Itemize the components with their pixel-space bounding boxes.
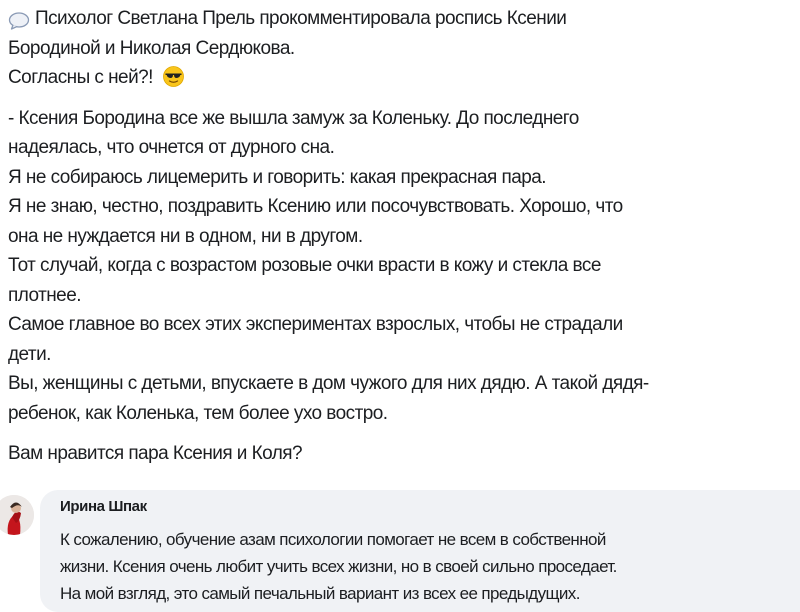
quote-line: Я не знаю, честно, поздравить Ксению или посочувствовать. Хорошо, что xyxy=(8,196,623,217)
post-intro-line-1 xyxy=(8,4,792,34)
speech-bubble-icon xyxy=(8,10,30,28)
comment-line: На мой взгляд, это самый печальный вариант из всех ее предыдущих. xyxy=(60,584,580,603)
comment-line: К сожалению, обучение азам психологии помогает не всем в собственной xyxy=(60,530,606,549)
quote-line: дети. xyxy=(8,343,51,365)
quote-line: надеялась, что очнется от дурного сна. xyxy=(8,137,335,158)
quote-line: она не нуждается ни в одном, ни в другом. xyxy=(8,225,363,247)
post-intro-text-1: Психолог Светлана Прель прокомментировала роспись Ксении xyxy=(35,8,567,29)
quote-line: плотнее. xyxy=(8,284,81,306)
avatar[interactable] xyxy=(0,495,34,535)
sunglasses-emoji-icon xyxy=(163,66,184,87)
comment-line: жизни. Ксения очень любит учить всех жизни, но в своей сильно проседает. xyxy=(60,557,617,576)
post-intro-text-3: Согласны с ней?! xyxy=(8,67,153,88)
post-quote xyxy=(8,104,792,429)
comment-author[interactable]: Ирина Шпак xyxy=(60,498,147,515)
comment-text xyxy=(60,526,617,607)
post-intro-line-2: Бородиной и Николая Сердюкова. xyxy=(8,37,295,59)
quote-line: Самое главное во всех этих экспериментах взрослых, чтобы не страдали xyxy=(8,314,623,335)
comment-bubble xyxy=(40,490,800,612)
post xyxy=(8,4,792,469)
quote-line: Тот случай, когда с возрастом розовые очки врасти в кожу и стекла все xyxy=(8,255,601,276)
quote-line: ребенок, как Коленька, тем более ухо востро. xyxy=(8,402,388,424)
post-question: Вам нравится пара Ксения и Коля? xyxy=(8,443,302,464)
quote-line: - Ксения Бородина все же вышла замуж за Коленьку. До последнего xyxy=(8,107,579,129)
quote-line: Вы, женщины с детьми, впускаете в дом чужого для них дядю. А такой дядя- xyxy=(8,373,649,394)
quote-line: Я не собираюсь лицемерить и говорить: какая прекрасная пара. xyxy=(8,166,546,188)
post-intro-line-3 xyxy=(8,63,792,93)
comment xyxy=(0,487,800,611)
